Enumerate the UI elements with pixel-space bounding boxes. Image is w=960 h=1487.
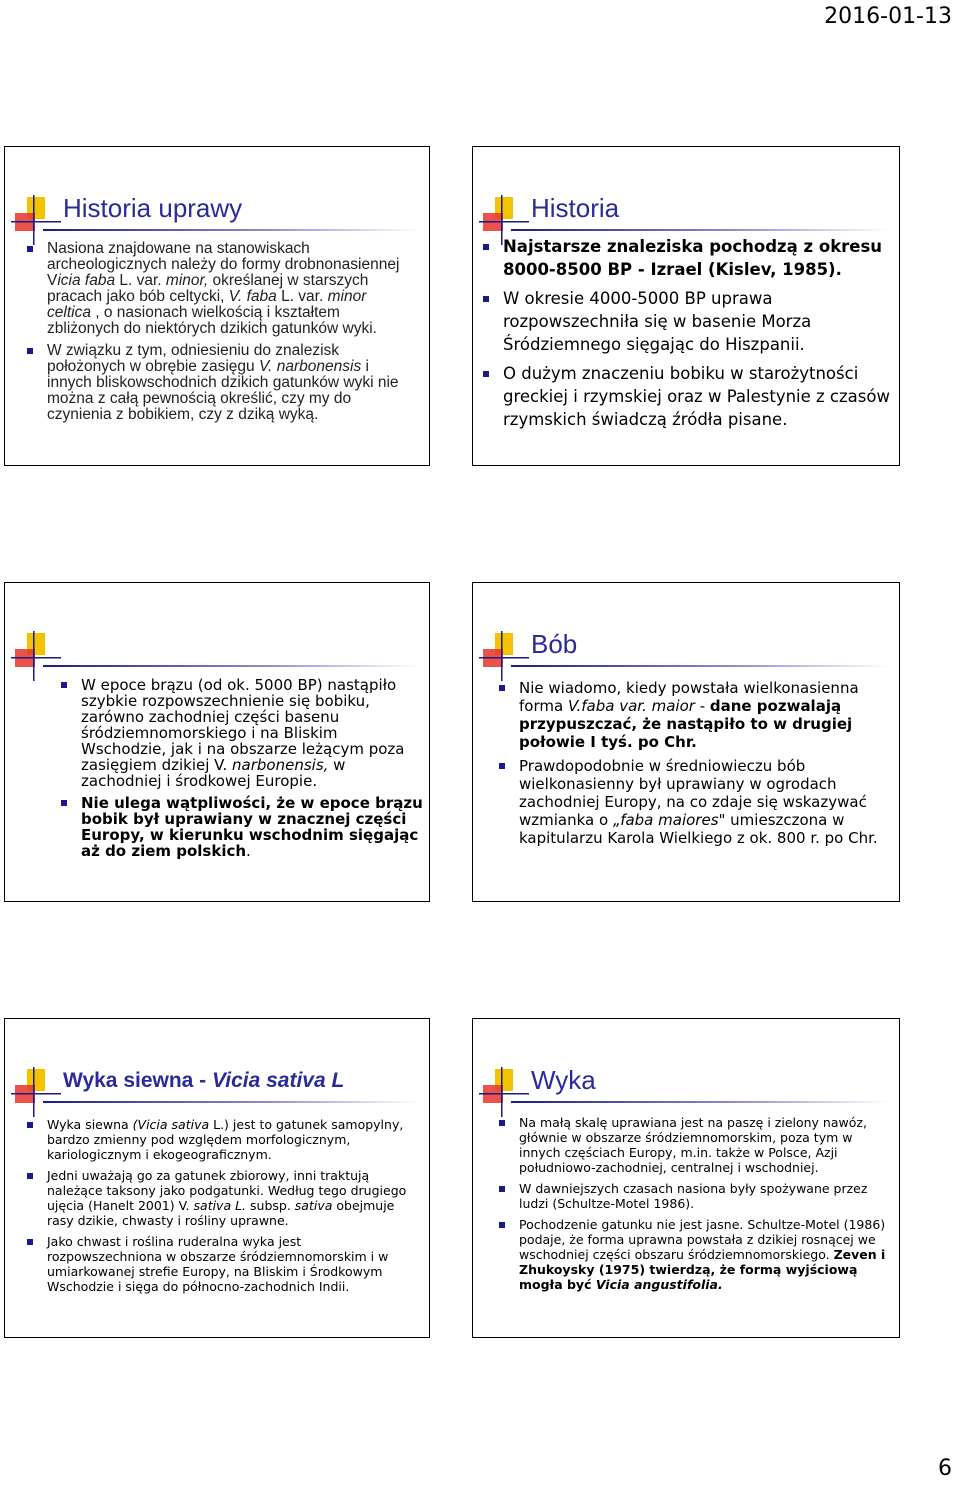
date-header: 2016-01-13 [824,4,952,29]
bullet-item: Wyka siewna (Vicia sativa L.) jest to gatunek samopylny, bardzo zmienny pod względem morfologicznym, kariologicznym i ekogeograficznym. [27,1117,419,1162]
page-number: 6 [938,1456,952,1481]
slide-decoration-icon [11,1063,61,1119]
slide-title: Historia uprawy [63,193,243,223]
slide-decoration-icon [479,627,529,683]
slide-title: Bób [531,629,578,659]
slide-title: Historia [531,193,620,223]
slide-decoration-icon [11,191,61,247]
bullet-item: Pochodzenie gatunku nie jest jasne. Schultze-Motel (1986) podaje, że forma uprawna powstała z dzikiej rosnącej we wschodniej części obszaru śródziemnomorskiego. Zeven i Zhukoysky (1975) twierdzą, że formą wyjściową mogła być Vicia angustifolia. [499,1217,891,1292]
bullet-item: Nie ulega wątpliwości, że w epoce brązu bobik był uprawiany w znacznej części Europy, w kierunku wschodnim sięgając aż do ziem polskich. [61,795,423,859]
bullet-item: Jedni uważają go za gatunek zbiorowy, inni traktują należące taksony jako podgatunki. Według tego drugiego ujęcia (Hanelt 2001) V. sativa L. subsp. sativa obejmuje rasy dzikie, chwasty i rośliny uprawne. [27,1168,419,1228]
slide-wyka-siewna [4,1018,430,1338]
bullet-item: W związku z tym, odniesieniu do znalezisk położonych w obrębie zasięgu V. narbonensis i innych bliskowschodnich dzikich gatunków wyki nie można z całą pewnością określić, czy my do czynienia z bobikiem, czy z dziką wyką. [27,343,407,423]
slide-title: Wyka [531,1065,596,1095]
title-rule [511,1101,889,1103]
bullet-item: Jako chwast i roślina ruderalna wyka jest rozpowszechniona w obszarze śródziemnomorskim i w umiarkowanej strefie Europy, na Bliskim i Środkowym Wschodzie i sięga do północno-zachodnich Indii. [27,1234,419,1294]
title-rule [43,229,419,231]
bullet-item: Nie wiadomo, kiedy powstała wielkonasienna forma V.faba var. maior - dane pozwalają przypuszczać, że nastąpiło to w drugiej połowie I tyś. po Chr. [499,679,879,751]
slide-decoration-icon [11,627,61,683]
title-rule [43,665,419,667]
bullet-item: Najstarsze znaleziska pochodzą z okresu 8000-8500 BP - Izrael (Kislev, 1985). [483,235,895,281]
bullet-item: Na małą skalę uprawiana jest na paszę i zielony nawóz, głównie w obszarze śródziemnomorskim, poza tym w innych częściach Europy, m.in. także w Polsce, Azji południowo-zachodniej, centralnej i wschodniej. [499,1115,891,1175]
slide-historia-uprawy [4,146,430,466]
title-rule [43,1101,419,1103]
slide-wyka [472,1018,900,1338]
bullet-item: W epoce brązu (od ok. 5000 BP) nastąpiło szybkie rozpowszechnienie się bobiku, zarówno zachodniej części basenu śródziemnomorskiego i na Bliskim Wschodzie, jak i na obszarze leżącym poza zasięgiem dzikiej V. narbonensis, w zachodniej i środkowej Europie. [61,677,423,789]
bullet-item: Prawdopodobnie w średniowieczu bób wielkonasienny był uprawiany w ogrodach zachodniej Europy, na co zdaje się wskazywać wzmianka o „faba maiores" umieszczona w kapitularzu Karola Wielkiego z ok. 800 r. po Chr. [499,757,879,847]
bullet-item: W okresie 4000-5000 BP uprawa rozpowszechniła się w basenie Morza Śródziemnego sięgając do Hiszpanii. [483,287,895,356]
slide-decoration-icon [479,1063,529,1119]
bullet-item: O dużym znaczeniu bobiku w starożytności greckiej i rzymskiej oraz w Palestynie z czasów rzymskich świadczą źródła pisane. [483,362,895,431]
title-rule [511,665,889,667]
slide-epoka-brazu [4,582,430,902]
slide-title: Wyka siewna - Vicia sativa L [63,1069,345,1092]
title-rule [511,229,889,231]
bullet-item: Nasiona znajdowane na stanowiskach archeologicznych należy do formy drobnonasiennej Vicia faba L. var. minor, określanej w starszych pracach jako bób celtycki, V. faba L. var. minor celtica , o nasionach wielkością i kształtem zbliżonych do niektórych dzikich gatunków wyki. [27,241,407,337]
bullet-item: W dawniejszych czasach nasiona były spożywane przez ludzi (Schultze-Motel 1986). [499,1181,891,1211]
slide-historia [472,146,900,466]
slide-bob [472,582,900,902]
